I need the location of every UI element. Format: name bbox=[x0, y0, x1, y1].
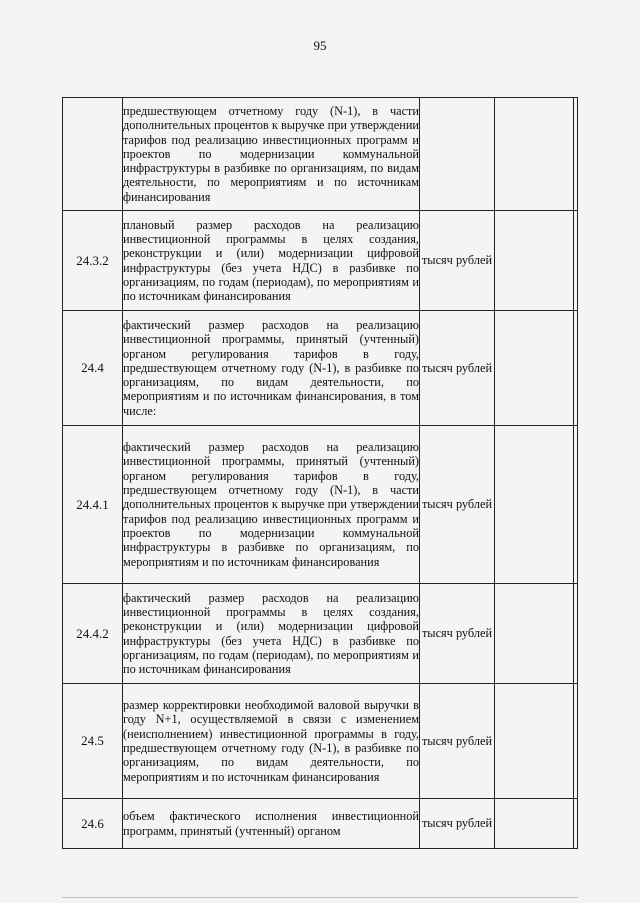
table-row bbox=[63, 584, 578, 684]
row-number: 24.3.2 bbox=[63, 211, 123, 311]
row-description-text: фактический размер расходов на реализацию инвестиционной программы, принятый (учтенный) органом регулирования тарифов в году, предшествующем отчетному году (N-1), в разбивке по организациям, по видам деятельности, по мероприятиям и по источникам финансирования, в том числе: bbox=[123, 317, 419, 418]
row-value-cell bbox=[495, 684, 574, 799]
row-value-cell bbox=[574, 584, 578, 684]
row-value-cell bbox=[574, 311, 578, 426]
row-value-cell bbox=[574, 98, 578, 211]
row-unit: тысяч рублей bbox=[420, 426, 495, 584]
page-edge-line bbox=[62, 897, 578, 898]
table-row bbox=[63, 311, 578, 426]
row-number: 24.4.1 bbox=[63, 426, 123, 584]
row-description-text: размер корректировки необходимой валовой выручки в году N+1, осуществляемой в связи с изменением (неисполнением) инвестиционной программы в году, предшествующем отчетному году (N-1), в разбивке по организациям, по видам деятельности, по мероприятиям и по источникам финансирования bbox=[123, 698, 419, 784]
row-unit: тысяч рублей bbox=[420, 684, 495, 799]
table-row bbox=[63, 98, 578, 211]
table-row bbox=[63, 426, 578, 584]
row-value-cell bbox=[495, 98, 574, 211]
row-value-cell bbox=[574, 426, 578, 584]
row-value-cell bbox=[574, 211, 578, 311]
row-value-cell bbox=[574, 684, 578, 799]
row-unit: тысяч рублей bbox=[420, 799, 495, 849]
row-value-cell bbox=[574, 799, 578, 849]
row-description bbox=[123, 311, 420, 426]
row-description bbox=[123, 799, 420, 849]
row-description-text: предшествующем отчетному году (N-1), в части дополнительных процентов к выручке при утверждении тарифов под реализацию инвестиционных программ и проектов по модернизации коммунальной инфраструктуры в разбивке по организациям, по видам деятельности, по мероприятиям и по источникам финансирования bbox=[123, 103, 419, 204]
table-row bbox=[63, 684, 578, 799]
row-number: 24.4 bbox=[63, 311, 123, 426]
row-description-text: объем фактического исполнения инвестиционной программ, принятый (учтенный) органом bbox=[123, 809, 419, 838]
row-value-cell bbox=[495, 311, 574, 426]
table-row bbox=[63, 211, 578, 311]
row-description bbox=[123, 684, 420, 799]
row-description-text: плановый размер расходов на реализацию инвестиционной программы в целях создания, реконструкции и (или) модернизации цифровой инфраструктуры (без учета НДС) в разбивке по организациям, по годам (периодам), по мероприятиям и по источникам финансирования bbox=[123, 217, 419, 304]
row-value-cell bbox=[495, 211, 574, 311]
row-description bbox=[123, 98, 420, 211]
row-unit: тысяч рублей bbox=[420, 584, 495, 684]
row-description bbox=[123, 584, 420, 684]
row-description bbox=[123, 211, 420, 311]
row-unit bbox=[420, 98, 495, 211]
indicator-table bbox=[62, 97, 578, 849]
row-number: 24.4.2 bbox=[63, 584, 123, 684]
table-row bbox=[63, 799, 578, 849]
row-value-cell bbox=[495, 799, 574, 849]
row-unit: тысяч рублей bbox=[420, 311, 495, 426]
row-description-text: фактический размер расходов на реализацию инвестиционной программы в целях создания, реконструкции и (или) модернизации цифровой инфраструктуры (без учета НДС) в разбивке по организациям, по годам (периодам), по мероприятиям и по источникам финансирования bbox=[123, 590, 419, 677]
row-number: 24.6 bbox=[63, 799, 123, 849]
row-number: 24.5 bbox=[63, 684, 123, 799]
page-number: 95 bbox=[313, 38, 327, 53]
row-number bbox=[63, 98, 123, 211]
row-value-cell bbox=[495, 426, 574, 584]
row-description-text: фактический размер расходов на реализацию инвестиционной программы, принятый (учтенный) органом регулирования тарифов в году, предшествующем отчетному году (N-1), в части дополнительных процентов к выручке при утверждении тарифов под реализацию инвестиционных программ и проектов по модернизации коммунальной инфраструктуры в разбивке по организациям, по мероприятиям и по источникам финансирования bbox=[123, 440, 419, 569]
row-description bbox=[123, 426, 420, 584]
row-unit: тысяч рублей bbox=[420, 211, 495, 311]
row-value-cell bbox=[495, 584, 574, 684]
